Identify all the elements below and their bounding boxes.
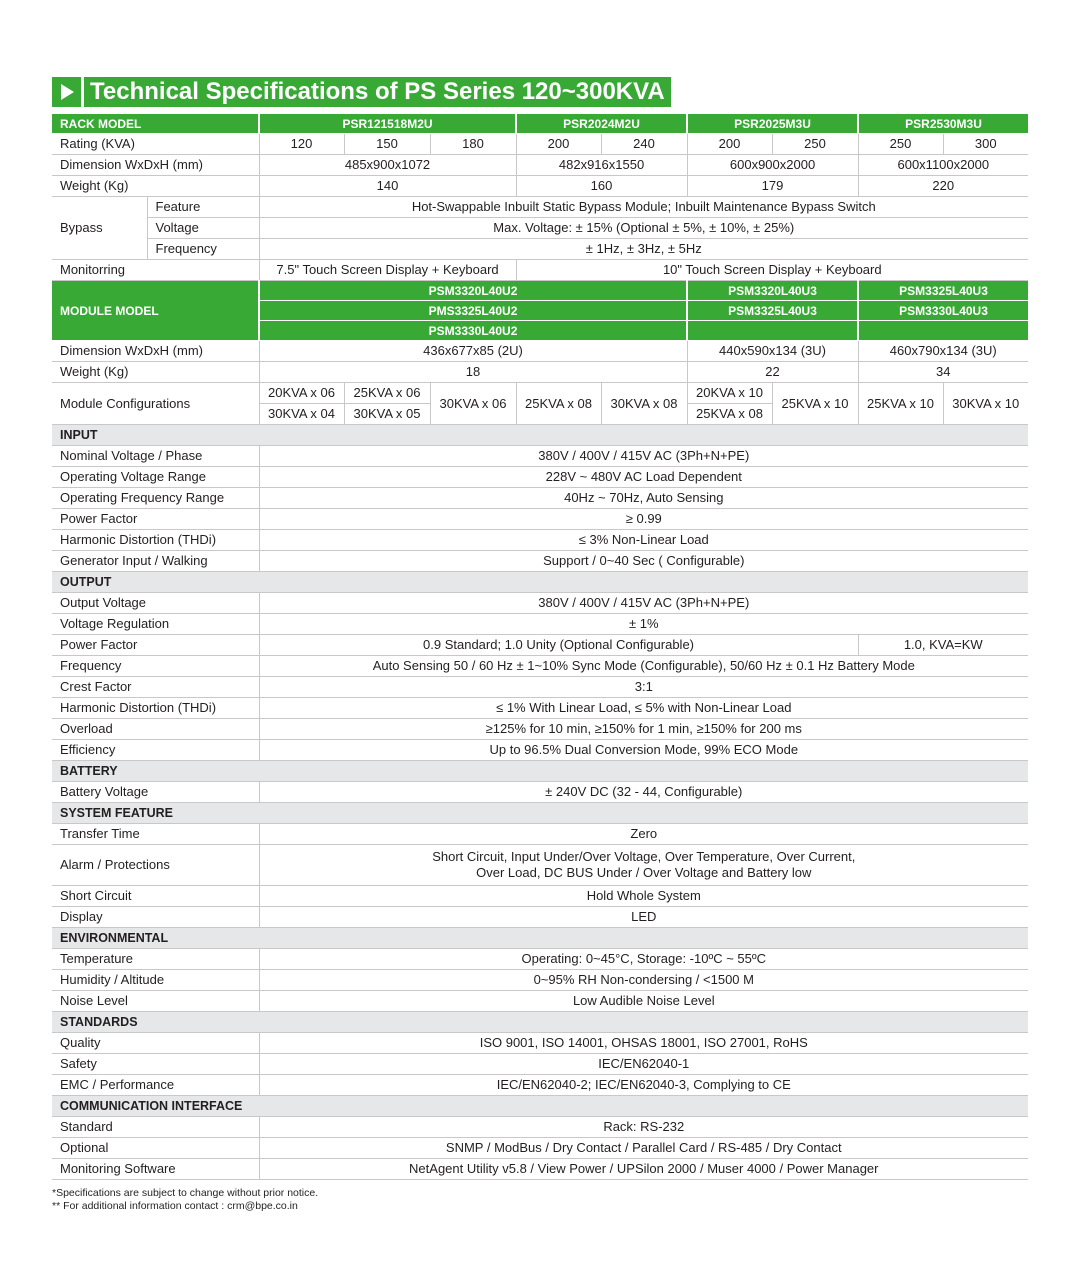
row-label: Nominal Voltage / Phase — [52, 446, 259, 467]
table-row — [52, 530, 1028, 551]
table-row — [52, 635, 1028, 656]
cell-value: 179 — [687, 176, 858, 197]
section-title: BATTERY — [52, 761, 1028, 782]
section-header — [52, 572, 1028, 593]
row-label: Short Circuit — [52, 886, 259, 907]
cell-value: 180 — [430, 134, 516, 155]
section-header — [52, 1096, 1028, 1117]
cell-value: ≤ 3% Non-Linear Load — [259, 530, 1028, 551]
row-label: Voltage Regulation — [52, 614, 259, 635]
row-label: Safety — [52, 1054, 259, 1075]
cell-value: IEC/EN62040-1 — [259, 1054, 1028, 1075]
cell-value: Low Audible Noise Level — [259, 991, 1028, 1012]
cell-value: 240 — [601, 134, 687, 155]
table-row — [52, 509, 1028, 530]
cell-value: 34 — [858, 362, 1028, 383]
table-row — [52, 845, 1028, 886]
table-row — [52, 677, 1028, 698]
row-label: Crest Factor — [52, 677, 259, 698]
cell-value: 0.9 Standard; 1.0 Unity (Optional Configurable) — [259, 635, 858, 656]
row-label: Harmonic Distortion (THDi) — [52, 698, 259, 719]
table-row — [52, 614, 1028, 635]
row-label: Monitoring Software — [52, 1159, 259, 1180]
row-label: Temperature — [52, 949, 259, 970]
cell-value: 140 — [259, 176, 516, 197]
row-label: Output Voltage — [52, 593, 259, 614]
row-label: Generator Input / Walking — [52, 551, 259, 572]
cell-value: ± 1% — [259, 614, 1028, 635]
cell-value: 440x590x134 (3U) — [687, 341, 858, 362]
alarm-line-2: Over Load, DC BUS Under / Over Voltage and Battery low — [476, 865, 812, 880]
cell-value: 380V / 400V / 415V AC (3Ph+N+PE) — [259, 446, 1028, 467]
cell-value: 460x790x134 (3U) — [858, 341, 1028, 362]
cell-value: LED — [259, 907, 1028, 928]
table-row — [52, 383, 1028, 404]
table-row — [52, 593, 1028, 614]
cell-value: SNMP / ModBus / Dry Contact / Parallel Card / RS-485 / Dry Contact — [259, 1138, 1028, 1159]
row-label: Transfer Time — [52, 824, 259, 845]
row-label: Module Configurations — [52, 383, 259, 425]
cell-value: 220 — [858, 176, 1028, 197]
cell-value: 7.5" Touch Screen Display + Keyboard — [259, 260, 516, 281]
cell-value: Zero — [259, 824, 1028, 845]
cell-value: Hold Whole System — [259, 886, 1028, 907]
table-row — [52, 1138, 1028, 1159]
module-model-header — [52, 281, 1028, 301]
section-title: ENVIRONMENTAL — [52, 928, 1028, 949]
cell-value: 228V ~ 480V AC Load Dependent — [259, 467, 1028, 488]
table-row — [52, 218, 1028, 239]
row-label: Battery Voltage — [52, 782, 259, 803]
cell-value: Support / 0~40 Sec ( Configurable) — [259, 551, 1028, 572]
cell-value: ISO 9001, ISO 14001, OHSAS 18001, ISO 27001, RoHS — [259, 1033, 1028, 1054]
cell-value: 40Hz ~ 70Hz, Auto Sensing — [259, 488, 1028, 509]
table-row — [52, 467, 1028, 488]
cell-value: Up to 96.5% Dual Conversion Mode, 99% ECO Mode — [259, 740, 1028, 761]
section-header — [52, 928, 1028, 949]
cell-value: 250 — [858, 134, 943, 155]
cell-value: NetAgent Utility v5.8 / View Power / UPSilon 2000 / Muser 4000 / Power Manager — [259, 1159, 1028, 1180]
section-title: STANDARDS — [52, 1012, 1028, 1033]
module-model-name: PSM3320L40U2 — [259, 281, 687, 301]
row-label: Dimension WxDxH (mm) — [52, 155, 259, 176]
table-row — [52, 176, 1028, 197]
table-row — [52, 446, 1028, 467]
spec-table — [52, 114, 1028, 1180]
footnote: ** For additional information contact : crm@bpe.co.in — [52, 1200, 298, 1212]
footnote: *Specifications are subject to change without prior notice. — [52, 1187, 319, 1199]
table-row — [52, 886, 1028, 907]
cell-value: 30KVA x 04 — [259, 404, 344, 425]
cell-value: 1.0, KVA=KW — [858, 635, 1028, 656]
page-title-text: Technical Specifications of PS Series 120~300KVA — [84, 77, 671, 107]
module-model-name: PMS3325L40U2 — [259, 301, 687, 321]
section-title: OUTPUT — [52, 572, 1028, 593]
table-row — [52, 260, 1028, 281]
cell-value: 250 — [772, 134, 858, 155]
table-row — [52, 1054, 1028, 1075]
rack-model-label: RACK MODEL — [52, 114, 259, 134]
cell-value: 25KVA x 10 — [858, 383, 943, 425]
row-label: Weight (Kg) — [52, 176, 259, 197]
cell-value: 120 — [259, 134, 344, 155]
section-title: COMMUNICATION INTERFACE — [52, 1096, 1028, 1117]
cell-value: 25KVA x 08 — [687, 404, 772, 425]
cell-value: 436x677x85 (2U) — [259, 341, 687, 362]
row-label: Humidity / Altitude — [52, 970, 259, 991]
module-model-name: PSM3320L40U3 — [687, 281, 858, 301]
cell-value: Operating: 0~45°C, Storage: -10ºC ~ 55ºC — [259, 949, 1028, 970]
cell-value: 300 — [943, 134, 1028, 155]
table-row — [52, 656, 1028, 677]
cell-value: 30KVA x 10 — [943, 383, 1028, 425]
row-label: Bypass — [52, 197, 147, 260]
cell-value: 10" Touch Screen Display + Keyboard — [516, 260, 1028, 281]
play-arrow-icon — [52, 77, 81, 107]
table-row — [52, 197, 1028, 218]
cell-value: 482x916x1550 — [516, 155, 687, 176]
table-row — [52, 824, 1028, 845]
table-row — [52, 239, 1028, 260]
cell-value: ≥ 0.99 — [259, 509, 1028, 530]
row-label: Quality — [52, 1033, 259, 1054]
cell-value: 160 — [516, 176, 687, 197]
row-label: Harmonic Distortion (THDi) — [52, 530, 259, 551]
rack-model-name: PSR121518M2U — [259, 114, 516, 134]
cell-value: IEC/EN62040-2; IEC/EN62040-3, Complying to CE — [259, 1075, 1028, 1096]
row-label: Frequency — [52, 656, 259, 677]
section-header — [52, 803, 1028, 824]
sub-label: Voltage — [147, 218, 259, 239]
table-row — [52, 362, 1028, 383]
section-header — [52, 761, 1028, 782]
row-label: EMC / Performance — [52, 1075, 259, 1096]
cell-value: 600x1100x2000 — [858, 155, 1028, 176]
section-title: INPUT — [52, 425, 1028, 446]
footnotes — [52, 1187, 318, 1213]
row-label: Monitorring — [52, 260, 259, 281]
row-label: Noise Level — [52, 991, 259, 1012]
cell-value: Auto Sensing 50 / 60 Hz ± 1~10% Sync Mode (Configurable), 50/60 Hz ± 0.1 Hz Battery Mode — [259, 656, 1028, 677]
alarm-line-1: Short Circuit, Input Under/Over Voltage, Over Temperature, Over Current, — [432, 849, 856, 864]
cell-value: 3:1 — [259, 677, 1028, 698]
sub-label: Feature — [147, 197, 259, 218]
cell-value: 200 — [516, 134, 601, 155]
cell-value: 30KVA x 05 — [344, 404, 430, 425]
table-row — [52, 488, 1028, 509]
section-title: SYSTEM FEATURE — [52, 803, 1028, 824]
table-row — [52, 991, 1028, 1012]
table-row — [52, 1117, 1028, 1138]
cell-value — [259, 845, 1028, 886]
row-label: Display — [52, 907, 259, 928]
row-label: Optional — [52, 1138, 259, 1159]
table-row — [52, 949, 1028, 970]
section-header — [52, 425, 1028, 446]
table-row — [52, 341, 1028, 362]
rack-model-header — [52, 114, 1028, 134]
row-label: Operating Frequency Range — [52, 488, 259, 509]
cell-value: Max. Voltage: ± 15% (Optional ± 5%, ± 10%, ± 25%) — [259, 218, 1028, 239]
module-model-name: PSM3330L40U2 — [259, 321, 687, 341]
rack-model-name: PSR2024M2U — [516, 114, 687, 134]
table-row — [52, 719, 1028, 740]
cell-value: 25KVA x 10 — [772, 383, 858, 425]
cell-value: 25KVA x 06 — [344, 383, 430, 404]
table-row — [52, 740, 1028, 761]
row-label: Power Factor — [52, 509, 259, 530]
cell-value: 18 — [259, 362, 687, 383]
table-row — [52, 970, 1028, 991]
sub-label: Frequency — [147, 239, 259, 260]
cell-value: 20KVA x 06 — [259, 383, 344, 404]
cell-value: 150 — [344, 134, 430, 155]
cell-value: 600x900x2000 — [687, 155, 858, 176]
cell-value: 485x900x1072 — [259, 155, 516, 176]
row-label: Rating (KVA) — [52, 134, 259, 155]
row-label: Weight (Kg) — [52, 362, 259, 383]
cell-value: 30KVA x 08 — [601, 383, 687, 425]
cell-value: 30KVA x 06 — [430, 383, 516, 425]
cell-value: 380V / 400V / 415V AC (3Ph+N+PE) — [259, 593, 1028, 614]
module-model-name: PSM3330L40U3 — [858, 301, 1028, 321]
page-title — [52, 77, 671, 107]
row-label: Overload — [52, 719, 259, 740]
table-row — [52, 907, 1028, 928]
module-model-name: PSM3325L40U3 — [687, 301, 858, 321]
cell-value: Hot-Swappable Inbuilt Static Bypass Module; Inbuilt Maintenance Bypass Switch — [259, 197, 1028, 218]
cell-value: ± 1Hz, ± 3Hz, ± 5Hz — [259, 239, 1028, 260]
cell-value: ≤ 1% With Linear Load, ≤ 5% with Non-Linear Load — [259, 698, 1028, 719]
table-row — [52, 551, 1028, 572]
cell-value: Rack: RS-232 — [259, 1117, 1028, 1138]
cell-value: ± 240V DC (32 - 44, Configurable) — [259, 782, 1028, 803]
row-label: Efficiency — [52, 740, 259, 761]
cell-value: ≥125% for 10 min, ≥150% for 1 min, ≥150% for 200 ms — [259, 719, 1028, 740]
cell-value: 20KVA x 10 — [687, 383, 772, 404]
table-row — [52, 1159, 1028, 1180]
module-model-label: MODULE MODEL — [52, 281, 259, 341]
table-row — [52, 1075, 1028, 1096]
row-label: Dimension WxDxH (mm) — [52, 341, 259, 362]
table-row — [52, 155, 1028, 176]
module-model-name: PSM3325L40U3 — [858, 281, 1028, 301]
section-header — [52, 1012, 1028, 1033]
row-label: Power Factor — [52, 635, 259, 656]
cell-value: 22 — [687, 362, 858, 383]
table-row — [52, 134, 1028, 155]
row-label: Standard — [52, 1117, 259, 1138]
cell-value: 25KVA x 08 — [516, 383, 601, 425]
table-row — [52, 698, 1028, 719]
table-row — [52, 782, 1028, 803]
cell-value: 200 — [687, 134, 772, 155]
row-label: Operating Voltage Range — [52, 467, 259, 488]
rack-model-name: PSR2530M3U — [858, 114, 1028, 134]
table-row — [52, 1033, 1028, 1054]
row-label: Alarm / Protections — [52, 845, 259, 886]
rack-model-name: PSR2025M3U — [687, 114, 858, 134]
cell-value: 0~95% RH Non-condersing / <1500 M — [259, 970, 1028, 991]
